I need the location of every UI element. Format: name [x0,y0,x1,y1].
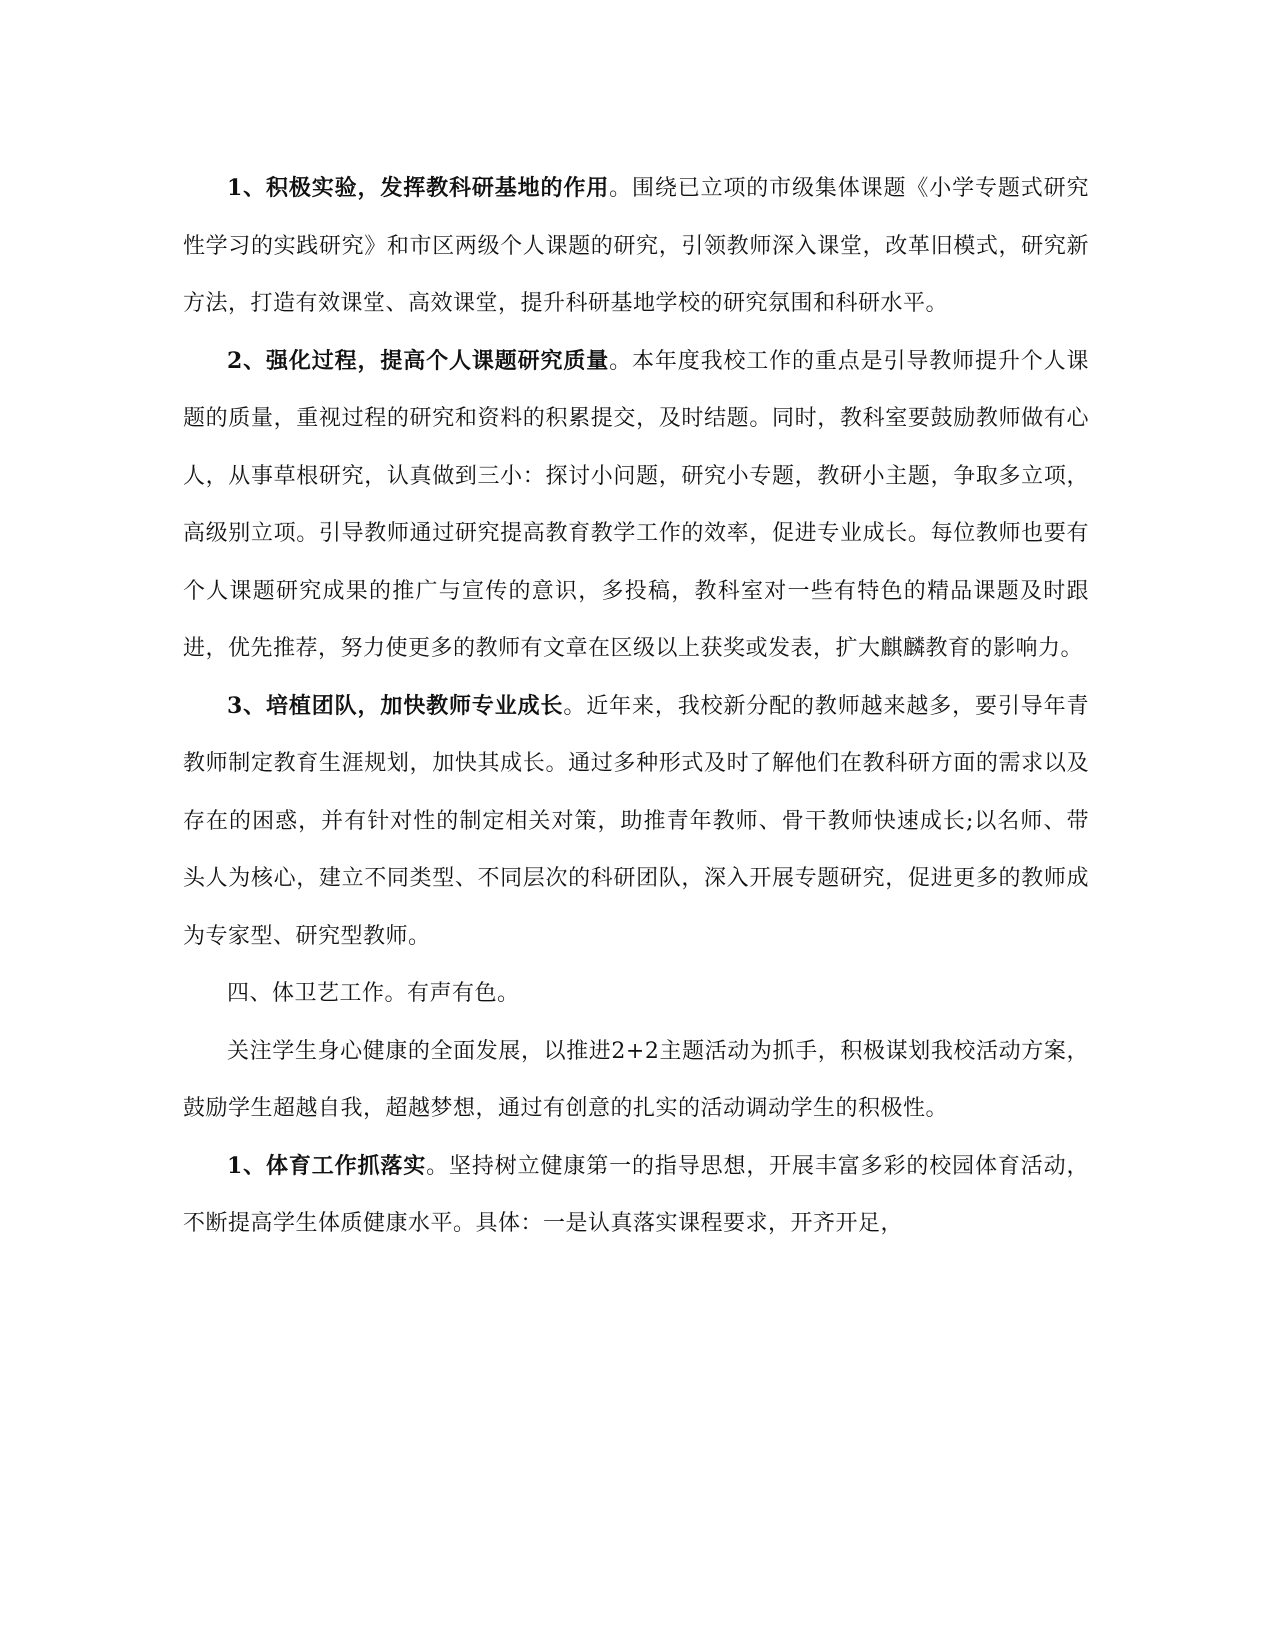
paragraph-personal-topics [183,333,1089,678]
paragraph-pe-work [183,1138,1089,1253]
paragraph-team-building [183,678,1089,966]
paragraph-heading: 3、培植团队，加快教师专业成长 [227,692,564,719]
paragraph-heading: 1、积极实验，发挥教科研基地的作用 [227,175,610,201]
paragraph-body: 关注学生身心健康的全面发展，以推进2+2主题活动为抓手，积极谋划我校活动方案，鼓励学生超越自我，超越梦想，通过有创意的扎实的活动调动学生的积极性。 [183,1038,1089,1121]
paragraph-body: 。近年来，我校新分配的教师越来越多，要引导年青教师制定教育生涯规划，加快其成长。通过多种形式及时了解他们在教科研方面的需求以及存在的困惑，并有针对性的制定相关对策，助推青年教师、骨干教师快速成长;以名师、带头人为核心，建立不同类型、不同层次的科研团队，深入开展专题研究，促进更多的教师成为专家型、研究型教师。 [183,693,1089,949]
paragraph-heading: 2、强化过程，提高个人课题研究质量 [227,347,610,374]
paragraph-student-health [183,1023,1089,1138]
paragraph-body: 。本年度我校工作的重点是引导教师提升个人课题的质量，重视过程的研究和资料的积累提交，及时结题。同时，教科室要鼓励教师做有心人，从事草根研究，认真做到三小：探讨小问题，研究小专题，教研小主题，争取多立项，高级别立项。引导教师通过研究提高教育教学工作的效率，促进专业成长。每位教师也要有个人课题研究成果的推广与宣传的意识，多投稿，教科室对一些有特色的精品课题及时跟进，优先推荐，努力使更多的教师有文章在区级以上获奖或发表，扩大麒麟教育的影响力。 [183,348,1089,661]
section-heading-text: 四、体卫艺工作。有声有色。 [227,981,520,1006]
paragraph-heading: 1、体育工作抓落实 [227,1152,427,1179]
paragraph-body: 。围绕已立项的市级集体课题《小学专题式研究性学习的实践研究》和市区两级个人课题的研究，引领教师深入课堂，改革旧模式，研究新方法，打造有效课堂、高效课堂，提升科研基地学校的研究氛围和科研水平。 [183,176,1089,316]
paragraph-research-base [183,160,1089,333]
document-page [183,160,1089,1253]
section-heading-sports-health-arts [183,965,1089,1023]
paragraph-body: 。坚持树立健康第一的指导思想，开展丰富多彩的校园体育活动，不断提高学生体质健康水平。具体：一是认真落实课程要求，开齐开足， [183,1153,1089,1236]
